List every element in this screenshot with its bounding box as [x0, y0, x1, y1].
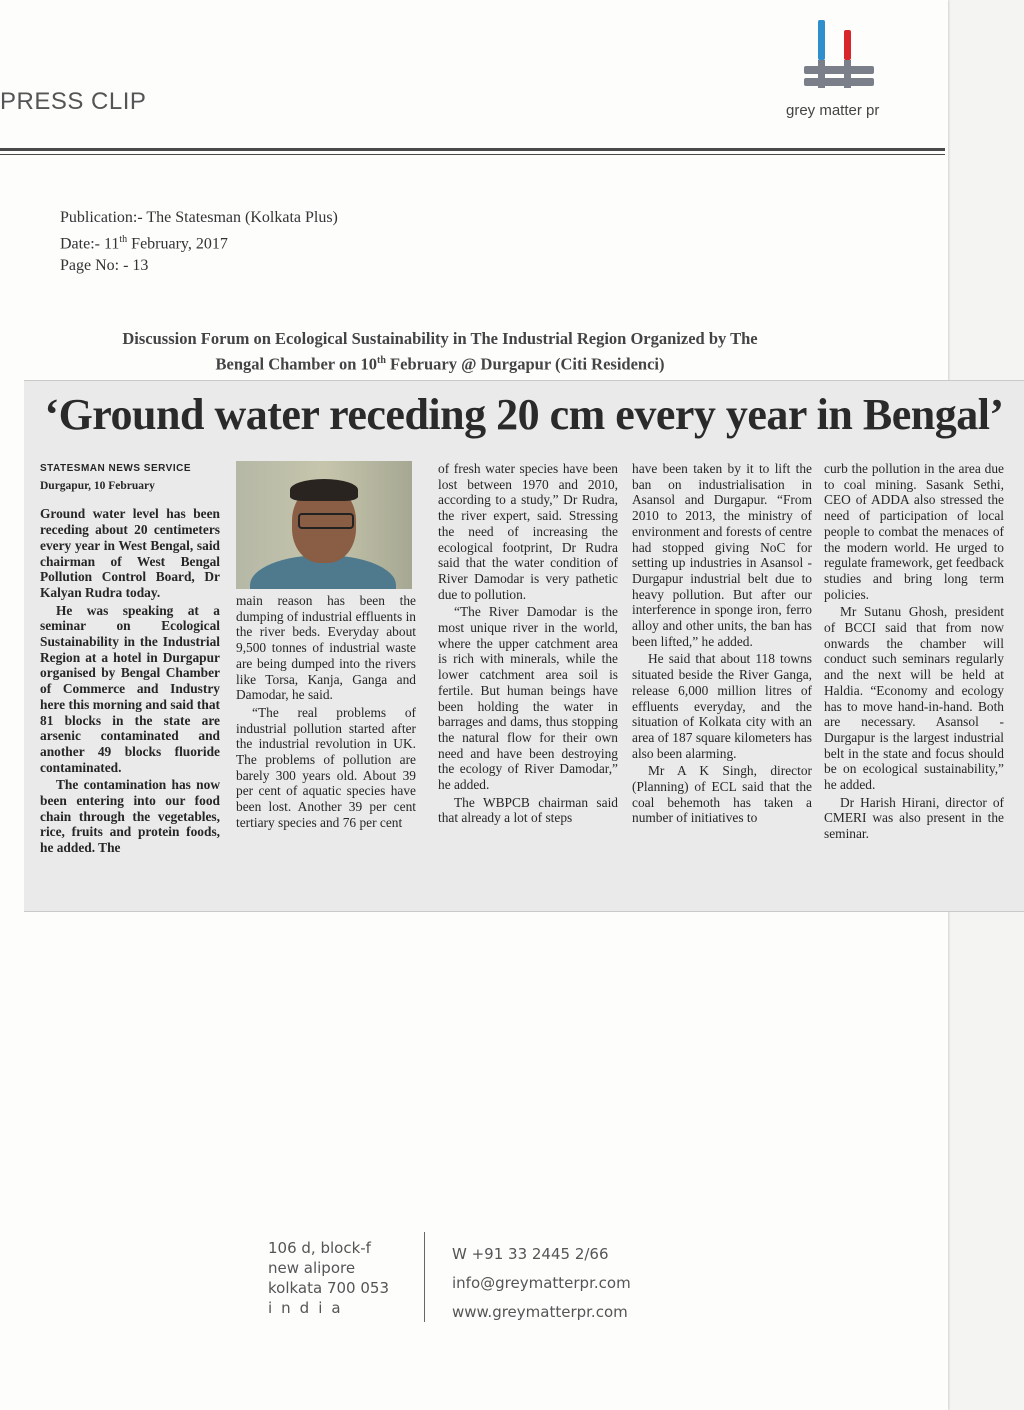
grey-matter-logo — [786, 16, 910, 126]
dateline: Durgapur, 10 February — [40, 479, 155, 492]
page-no-line: Page No: - 13 — [60, 257, 149, 275]
article-column-1: STATESMAN NEWS SERVICE Durgapur, 10 February Ground water level has been receding about 20 centimeters every year in West Bengal, said chairman of West Bengal Pollution Control Board, Dr Kalyan Rudra today. He was speaking at a seminar on Ecological Sustainability in the Industrial Region at a hotel in Durgapur organised by Bengal Chamber of Commerce and Industry here this morning and said that 81 blocks in the state are arsenic contaminated and another 49 blocks fluoride contaminated. The contamination has now been entering into our food chain through the vegetables, rice, fruits and protein foods, he added. The — [40, 463, 220, 856]
footer-divider — [424, 1232, 425, 1322]
article-column-4: have been taken by it to lift the ban on industrialisation in Asansol and Durgapur. “From 2010 to 2013, the ministry of environment and forests of centre had stopped giving NoC for setting up industries in Asansol - Durgapur industrial belt due to heavy pollution. But after our interference in sponge iron, ferro alloy and other units, the ban has been lifted,” he added. He said that about 118 towns situated beside the River Ganga, release 6,000 million litres of effluents everyday, and the situation of Kolkata city with an area of 187 square kilometers has also been alarming. Mr A K Singh, director (Planning) of ECL said that the coal behemoth has taken a number of initiatives to — [632, 461, 812, 826]
article-headline: ‘Ground water receding 20 cm every year in Bengal’ — [44, 390, 1004, 439]
publication-line: Publication:- The Statesman (Kolkata Plus) — [60, 209, 338, 226]
newspaper-clipping — [24, 380, 1024, 912]
header-rule-thin — [0, 154, 945, 155]
publication-meta — [60, 207, 338, 277]
article-column-3: of fresh water species have been lost between 1970 and 2010, according to a study,” Dr Rudra, the river expert, said. Stressing the need of increasing the ecological footprint, Dr Rudra said that the water condition of River Damodar is very pathetic due to pollution. “The River Damodar is the most unique river in the world, where the upper catchment area is rich with minerals, while the lower catchment area soil is fertile. But human beings have been holding the water in barrages and dams, thus stopping the natural flow for their own need and have been destroying the ecology of River Damodar,” he added. The WBPCB chairman said that already a lot of steps — [438, 461, 618, 826]
press-clip-title: PRESS CLIP — [0, 88, 147, 115]
byline: STATESMAN NEWS SERVICE — [40, 463, 192, 474]
logo-mark-icon — [800, 16, 910, 96]
header-rule — [0, 148, 945, 151]
dr-kalyan-rudra-photo — [236, 461, 412, 589]
website-link[interactable]: www.greymatterpr.com — [452, 1303, 628, 1321]
email-link[interactable]: info@greymatterpr.com — [452, 1274, 631, 1292]
article-column-2: main reason has been the dumping of industrial effluents in the river beds. Everyday about 9,500 tonnes of industrial waste are being dumped into the rivers like Torsa, Kanja, Ganga and Damodar, he said. “The real problems of industrial pollution started after the industrial revolution in UK. The problems of pollution are barely 300 years old. About 39 per cent of aquatic species have been lost. Another 39 per cent tertiary species and 76 per cent — [236, 461, 416, 833]
logo-text: grey matter pr — [786, 102, 880, 119]
article-column-5: curb the pollution in the area due to coal mining. Sasank Sethi, CEO of ADDA also stressed the need of participation of local people to combat the menaces of the modern world. He urged to regulate framework, get feedback studies and bring long term policies. Mr Sutanu Ghosh, president of BCCI said that from now onwards the chamber will conduct such seminars regularly and the next will be held at Haldia. “Economy and ecology has to move hand-in-hand. Both are necessary. Asansol - Durgapur is the largest industrial belt in the state and focus should be on ecological sustainability,” he added. Dr Harish Hirani, director of CMERI was also present in the seminar. — [824, 461, 1004, 842]
date-line: Date:- 11th February, 2017 — [60, 234, 228, 253]
event-title: Discussion Forum on Ecological Sustainability in The Industrial Region Organized by The Bengal Chamber on 10th February @ Durgapur (Citi Residenci) — [122, 329, 758, 374]
footer-contact — [452, 1240, 631, 1327]
phone-number: W +91 33 2445 2/66 — [452, 1245, 609, 1263]
footer-address: 106 d, block-f new alipore kolkata 700 053 india — [268, 1239, 389, 1317]
